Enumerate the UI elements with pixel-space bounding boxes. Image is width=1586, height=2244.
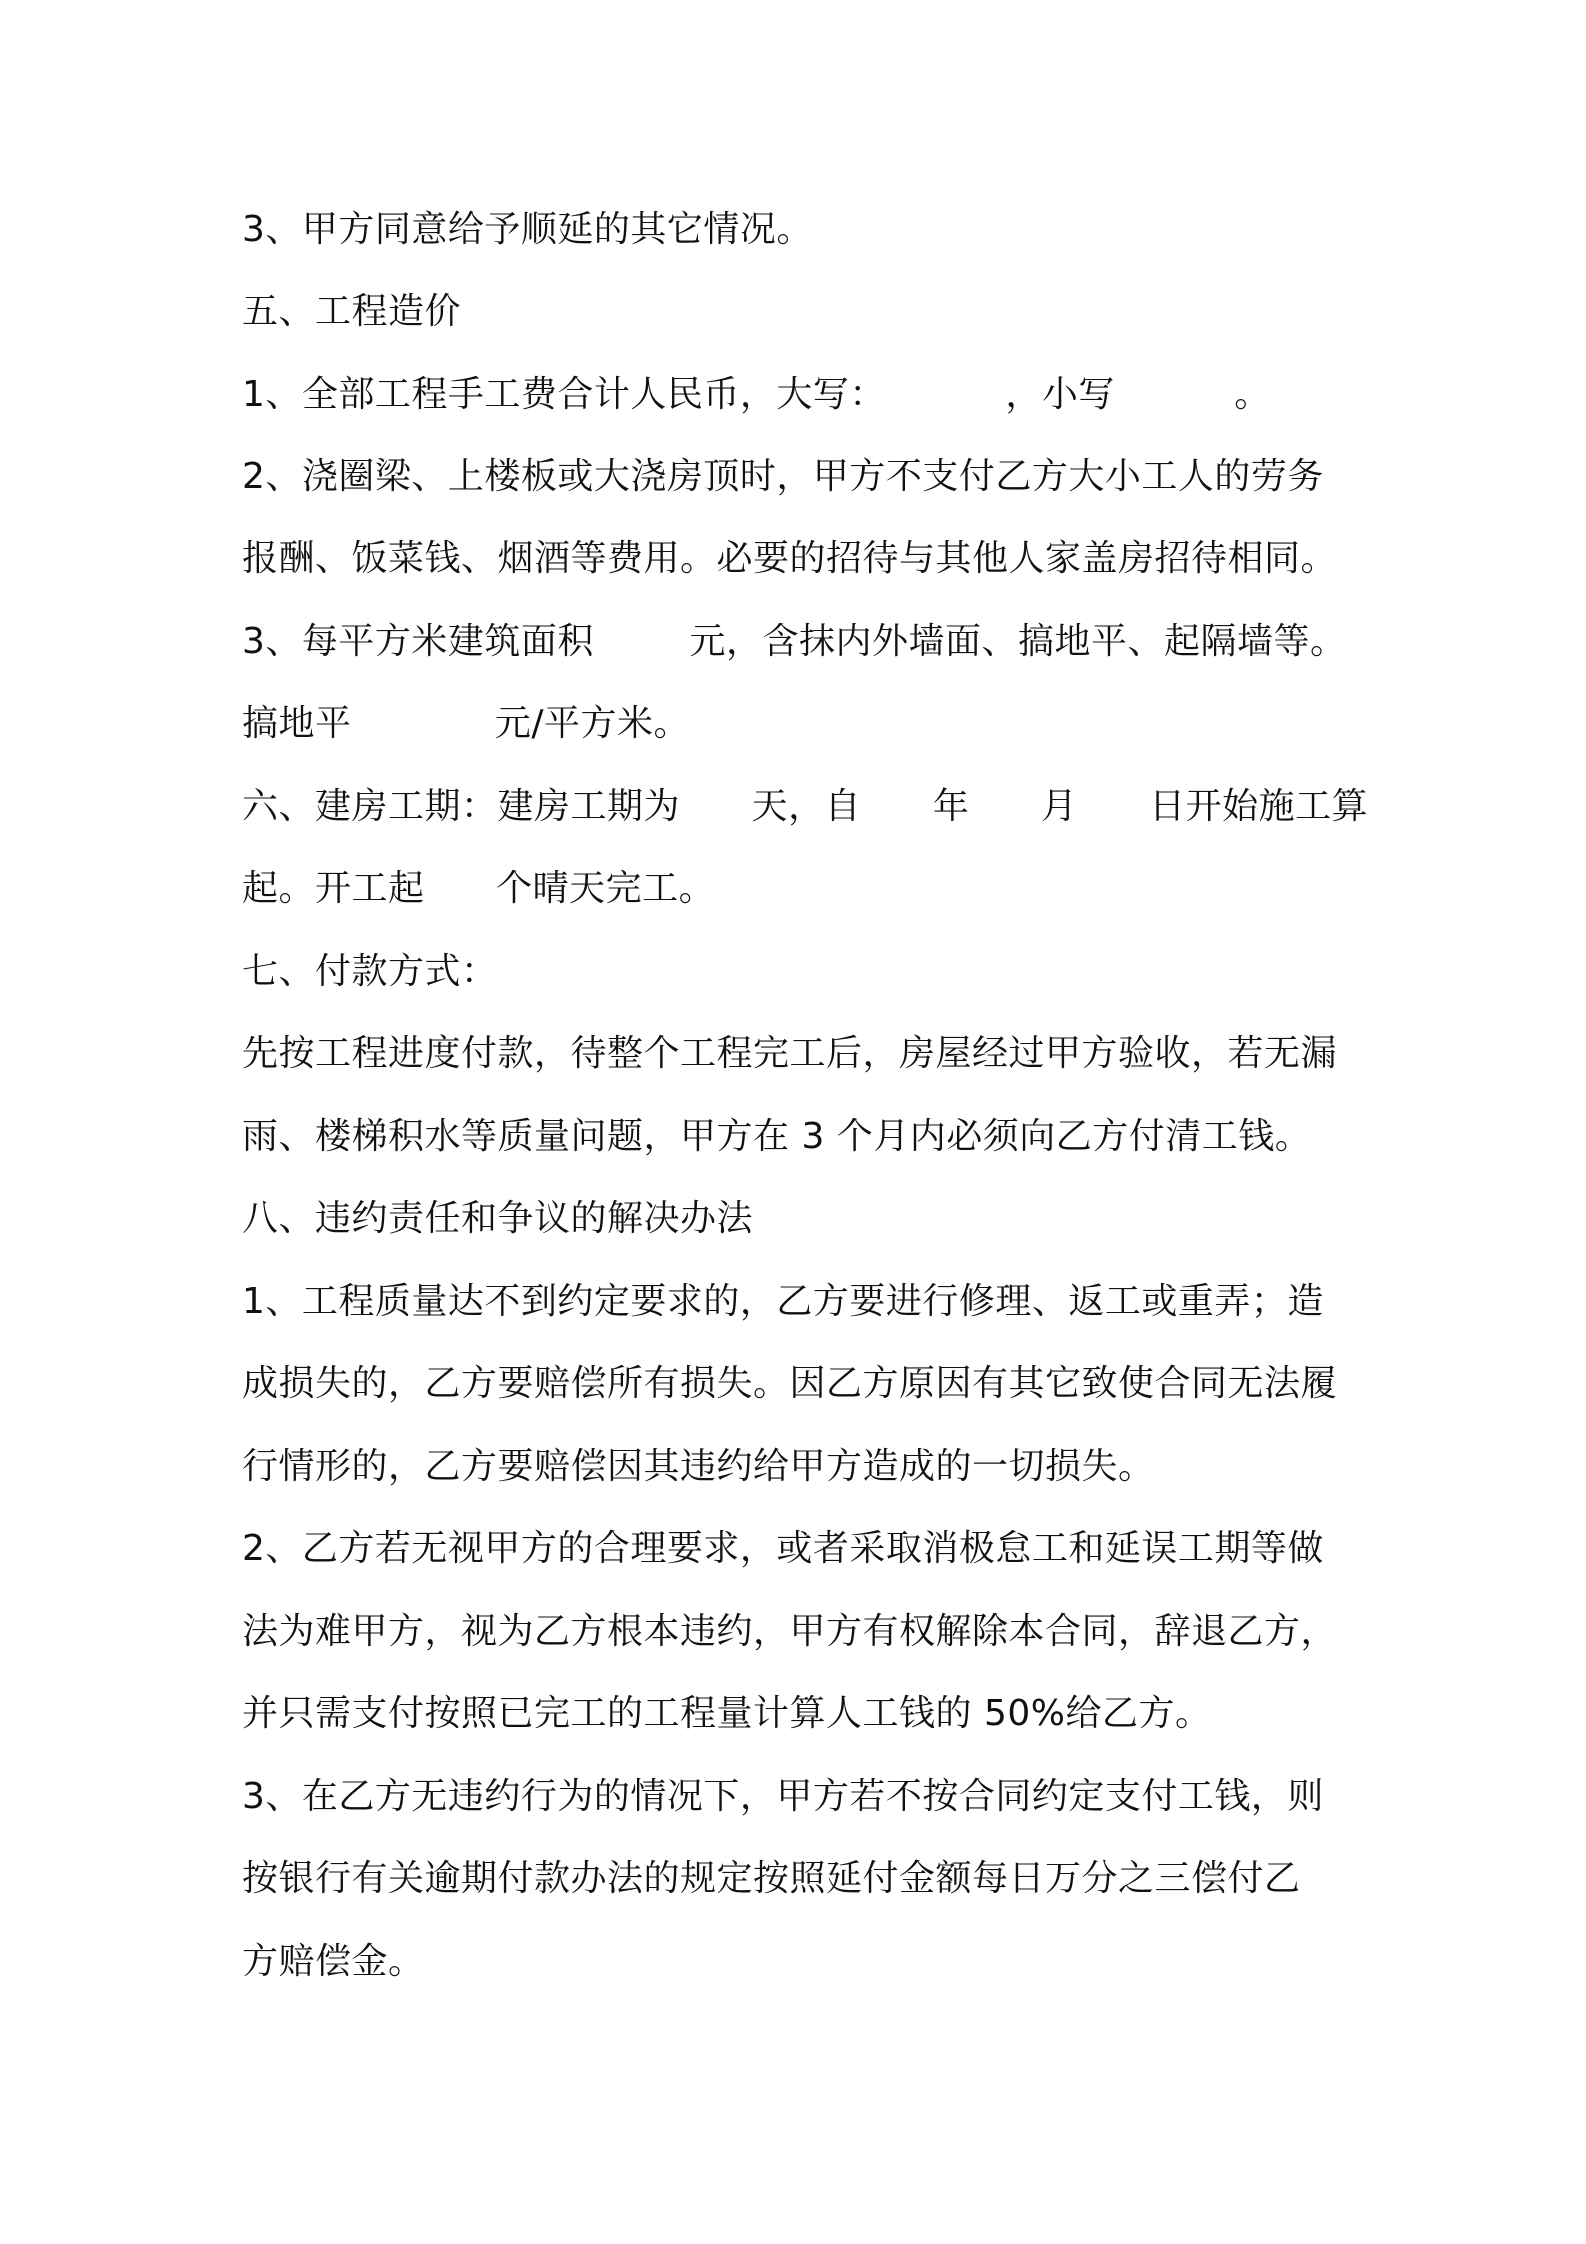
text-line: 行情形的，乙方要赔偿因其违约给甲方造成的一切损失。: [242, 1446, 1155, 1487]
text-line: 法为难甲方，视为乙方根本违约，甲方有权解除本合同，辞退乙方，: [242, 1611, 1338, 1652]
text-line: 起。开工起 个晴天完工。: [242, 868, 716, 909]
section-heading: 七、付款方式：: [242, 951, 498, 992]
section-heading: 五、工程造价: [242, 291, 462, 332]
text-line: 成损失的，乙方要赔偿所有损失。因乙方原因有其它致使合同无法履: [242, 1363, 1338, 1404]
text-line: 方赔偿金。: [242, 1941, 425, 1982]
text-line: 1、全部工程手工费合计人民币，大写： ，小写 。: [242, 374, 1271, 415]
text-line: 报酬、饭菜钱、烟酒等费用。必要的招待与其他人家盖房招待相同。: [242, 538, 1338, 579]
text-line: 并只需支付按照已完工的工程量计算人工钱的 50%给乙方。: [242, 1693, 1212, 1734]
text-line: 1、工程质量达不到约定要求的，乙方要进行修理、返工或重弄；造: [242, 1281, 1324, 1322]
text-line: 3、甲方同意给予顺延的其它情况。: [242, 209, 813, 250]
text-line: 雨、楼梯积水等质量问题，甲方在 3 个月内必须向乙方付清工钱。: [242, 1116, 1312, 1157]
text-line: 2、浇圈梁、上楼板或大浇房顶时，甲方不支付乙方大小工人的劳务: [242, 456, 1324, 497]
text-line: 2、乙方若无视甲方的合理要求，或者采取消极怠工和延误工期等做: [242, 1528, 1324, 1569]
text-line: 搞地平 元/平方米。: [242, 703, 690, 744]
text-line: 3、在乙方无违约行为的情况下，甲方若不按合同约定支付工钱，则: [242, 1776, 1324, 1817]
text-line: 3、每平方米建筑面积 元，含抹内外墙面、搞地平、起隔墙等。: [242, 621, 1347, 662]
text-line: 按银行有关逾期付款办法的规定按照延付金额每日万分之三偿付乙: [242, 1858, 1301, 1899]
section-heading: 六、建房工期：建房工期为 天，自 年 月 日开始施工算: [242, 786, 1369, 827]
section-heading: 八、违约责任和争议的解决办法: [242, 1198, 754, 1239]
text-line: 先按工程进度付款，待整个工程完工后，房屋经过甲方验收，若无漏: [242, 1033, 1338, 1074]
